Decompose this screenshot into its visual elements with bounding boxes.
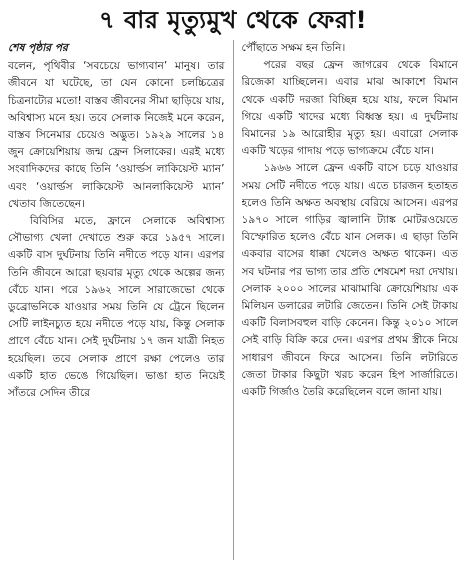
left-column [8, 40, 225, 560]
paragraph: পৌঁছাতে সক্ষম হন তিনি। [241, 42, 346, 54]
paragraph: ১৯৬৬ সালে ফ্রেন একটি বাসে চড়ে যাওয়ার সময় সেটি নদীতে পড়ে যায়। এতে চারজন হতাহত হলেও তিনি অক্ষত অবস্থায় বেরিয়ে আসেন। এরপর ১৯৭০ সালে গাড়ির জ্বালানি ট্যাঙ্ক মোটরওয়েতে বিস্ফোরিত হলেও বেঁচে যান সেলক। এ ছাড়া তিনি একবার বাসের ধাক্কা খেলেও অক্ষত থাকেন। এত সব ঘটনার পর ভাগ্য তার প্রতি শেষমেশ দয়া দেখায়। সেলাক ২০০০ সালের মাঝামাঝি ক্রোয়েশিয়ায় এক মিলিয়ন ডলারের লটারি জেতেন। তিনি সেই টাকায় একটি বিলাসবহুল বাড়ি কেনেন। কিন্তু ২০১০ সালে সেই বাড়ি বিক্রি করে দেন। এরপর প্রথম স্ত্রীকে নিয়ে সাধারণ জীবনে ফিরে আসেন। তিনি লটারিতে জেতা টাকার কিছুটা খরচ করেন হিপ সার্জারিতে। একটি গির্জাও তৈরি করেছিলেন বলে জানা যায়। [241, 162, 458, 399]
article-body [8, 40, 458, 560]
paragraph: বিবিসির মতে, ফ্রানে সেলাকে অবিশ্বাস্য সৌভাগ্য খেলা দেখাতে শুরু করে ১৯৫৭ সালে। একটি বাস দুর্ঘটনায় তিনি নদীতে পড়ে যান। এরপর তিনি জীবনে আরো ছয়বার মৃত্যু থেকে অল্পের জন্য বেঁচে যান। পরে ১৯৬২ সালে সারাজেভো থেকে ডুব্রোভনিকে যাওয়ার সময় তিনি যে ট্রেনে ছিলেন সেটি লাইনচ্যুত হয়ে নদীতে পড়ে যায়, কিন্তু সেলাক প্রাণে বেঁচে যান। সেই দুর্ঘটনায় ১৭ জন যাত্রী নিহত হয়েছিল। তবে সেলাক প্রাণে রক্ষা পেলেও তার একটি হাত ভেঙে গিয়েছিল। ভাঙা হাত নিয়েই সাঁতরে সেদিন তীরে [8, 215, 225, 400]
headline: ৭ বার মৃত্যুমুখ থেকে ফেরা! [98, 6, 368, 34]
right-column [242, 40, 459, 560]
continued-from-label: শেষ পৃষ্ঠার পর [8, 42, 68, 54]
paragraph: পরের বছর ফ্রেন জাগরেব থেকে বিমানে রিজেকা যাচ্ছিলেন। এবার মাঝ আকাশে বিমান থেকে একটি দরজা বিচ্ছিন্ন হয়ে যায়, ফলে বিমান গিয়ে একটি খাদের মধ্যে বিধ্বস্ত হয়। এ দুর্ঘটনায় বিমানের ১৯ আরোহীর মৃত্যু হয়। এবারো সেলাক একটি খড়ের গাদায় পড়ে ভাগ্যক্রমে বেঁচে যান। [241, 59, 458, 158]
paragraph: বলেন, পৃথিবীর ‘সবচেয়ে ভাগ্যবান’ মানুষ। তার জীবনে যা ঘটেছে, তা যেন কোনো চলচ্চিত্রের চিত্রনাট্যের মতো! বাস্তব জীবনের সীমা ছাড়িয়ে যায়, অবিশ্বাস্য মনে হয়। তবে সেলাক নিজেই মনে করেন, বাস্তব সিনেমার চেয়েও অদ্ভুত। ১৯২৯ সালের ১৪ জুন ক্রোয়েশিয়ায় জন্ম ফ্রেন সিলাকের। এরই মধ্যে সংবাদিকদের কাছে তিনি ‘ওয়ার্ল্ডস লাকিয়েস্ট ম্যান’ এবং ‘ওয়ার্ল্ডস লাকিয়েস্ট আনলাকিয়েস্ট ম্যান’ খেতাব জিতেছেন। [8, 60, 225, 210]
column-divider [233, 40, 234, 560]
